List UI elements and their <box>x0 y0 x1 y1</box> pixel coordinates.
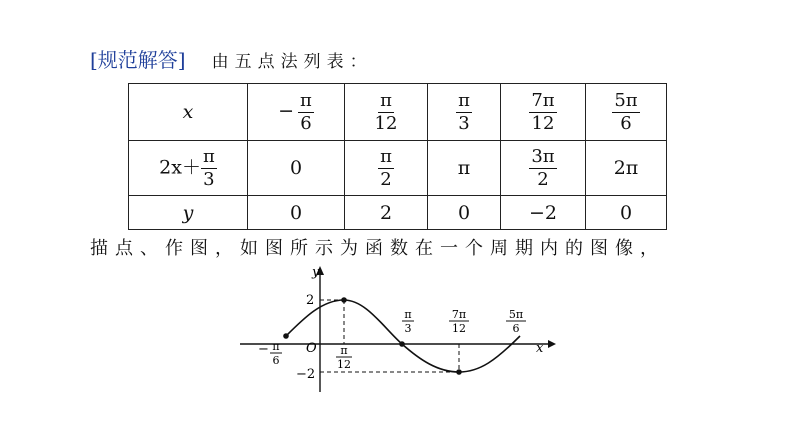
table-cell: 0 <box>248 141 345 196</box>
table-cell: 0 <box>248 196 345 230</box>
sine-graph <box>226 260 560 400</box>
x-axis-label: x <box>536 341 544 356</box>
svg-text:3: 3 <box>404 322 412 335</box>
svg-text:π: π <box>404 308 412 321</box>
svg-text:6: 6 <box>272 354 280 367</box>
origin-label: O <box>306 341 317 356</box>
x-label-5pi-6 <box>506 308 526 335</box>
table-cell: − $\frac{\pi}{6}$ <box>248 84 345 141</box>
svg-text:12: 12 <box>337 358 351 371</box>
row-label-x: x <box>129 84 248 141</box>
table-cell: 0 <box>428 196 501 230</box>
y-max-label: 2 <box>306 293 315 308</box>
row-label-2x: 2x＋ $\frac{\pi}{3}$ <box>129 141 248 196</box>
svg-text:12: 12 <box>452 322 466 335</box>
heading-text: 由五点法列表： <box>211 52 373 72</box>
svg-text:5π: 5π <box>508 308 524 321</box>
table-cell: $\frac{\pi}{12}$ <box>345 84 428 141</box>
table-cell: 2 <box>345 196 428 230</box>
point-zero <box>399 341 405 347</box>
y-axis-label: y <box>312 265 320 280</box>
solution-heading <box>90 46 373 76</box>
table-row-2x <box>129 141 667 196</box>
table-cell: $\frac{7\pi}{12}$ <box>501 84 586 141</box>
x-label-pi-3 <box>402 308 414 335</box>
y-min-label: −2 <box>296 367 316 382</box>
table-cell: 2π <box>586 141 667 196</box>
table-cell: $\frac{\pi}{3}$ <box>428 84 501 141</box>
table-cell: $\frac{\pi}{2}$ <box>345 141 428 196</box>
table-row-y <box>129 196 667 230</box>
table-cell: π <box>428 141 501 196</box>
svg-text:6: 6 <box>512 322 520 335</box>
x-label-7pi-12 <box>449 308 469 335</box>
caption-text: 描点、作图，如图所示为函数在一个周期内的图像， <box>90 238 665 259</box>
sine-curve <box>286 300 520 372</box>
table-cell: 0 <box>586 196 667 230</box>
table-row-x <box>129 84 667 141</box>
svg-text:π: π <box>272 340 280 353</box>
table-cell: $\frac{3\pi}{2}$ <box>501 141 586 196</box>
row-label-y: y <box>129 196 248 230</box>
point-start <box>283 333 289 339</box>
table-cell: −2 <box>501 196 586 230</box>
table-cell: $\frac{5\pi}{6}$ <box>586 84 667 141</box>
point-min <box>456 369 462 375</box>
svg-text:7π: 7π <box>451 308 467 321</box>
x-label-pi-12 <box>336 344 352 371</box>
svg-text:π: π <box>340 344 348 357</box>
x-axis-arrow <box>548 340 556 348</box>
point-max <box>341 297 347 303</box>
value-table <box>128 83 667 230</box>
solution-tag: [规范解答] <box>90 48 186 72</box>
svg-text:−: − <box>258 342 269 357</box>
